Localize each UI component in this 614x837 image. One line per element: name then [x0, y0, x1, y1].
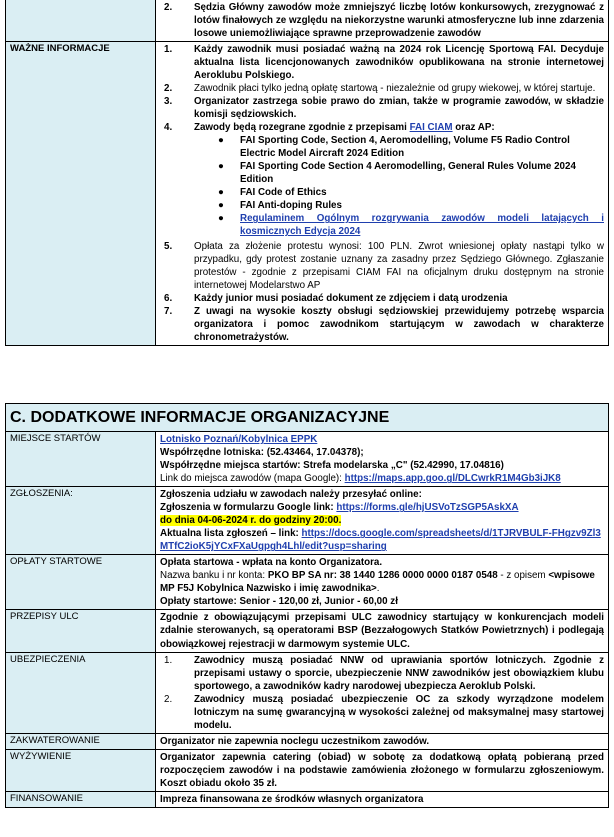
list-item: 3. Organizator zastrzega sobie prawo do zmian, także w programie zawodów, w składzie komisji sędziowskich. — [164, 96, 604, 121]
row-label-oplaty: OPŁATY STARTOWE — [6, 555, 156, 610]
table-row: OPŁATY STARTOWE Opłata startowa - wpłata na konto Organizatora. Nazwa banku i nr konta: PKO BP SA nr: 38 1440 1286 0000 0000 0187 0548 - z opisem <wpisowe MP F5J Kobylnica Nazwisko i imię zawodnika>. Opłaty startowe: Senior - 120,00 zł, Junior - 60,00 zł — [6, 555, 609, 610]
table-row — [6, 652, 609, 733]
airport-link[interactable]: Lotnisko Poznań/Kobylnica EPPK — [160, 434, 318, 446]
list-item: ● FAI Anti-doping Rules — [218, 200, 342, 212]
forms-link[interactable]: https://forms.gle/hjUSVoTzSGP5AskXA — [336, 502, 519, 514]
table-row: MIEJSCE STARTÓW Lotnisko Poznań/Kobylnica EPPK Współrzędne lotniska: (52.43464, 17.04378); Współrzędne miejsca startów: Strefa modelarska „C" (52.42990, 17.04816) Link do miejsca zawodów (mapa Google): https://maps.app.goo.gl/DLCwrkR1M4Gb3iJK8 — [6, 432, 609, 487]
list-item: 7. Z uwagi na wysokie koszty obsługi sędziowskiej przewidujemy potrzebę wsparcia organizatora i pomoc zawodnikom startującym w zawodach w charakterze chronometrażystów. — [164, 306, 604, 344]
bullet-icon: ● — [218, 213, 224, 225]
row-label-miejsce: MIEJSCE STARTÓW — [6, 432, 156, 487]
row-label-zgloszenia: ZGŁOSZENIA: — [6, 487, 156, 555]
spreadsheet-link[interactable]: https://docs.google.com/spreadsheets/d/1TJRVBULF-FHgzv9Zl3MTfC2ioK5jYCxFXaUgpgh4Lhl/edit?usp=sharing — [160, 528, 601, 553]
row-label-ubezpieczenia: UBEZPIECZENIA — [6, 652, 156, 733]
section-c-title: C. DODATKOWE INFORMACJE ORGANIZACYJNE — [5, 403, 609, 432]
list-item — [160, 212, 604, 238]
row-label-finansowanie: FINANSOWANIE — [6, 791, 156, 807]
list-item: 4. Zawody będą rozegrane zgodnie z przepisami FAI CIAM oraz AP: — [164, 122, 495, 134]
list-item: ● FAI Code of Ethics — [218, 187, 327, 199]
list-item: 2. Zawodnik płaci tylko jedną opłatę startową - niezależnie od grupy wiekowej, w której startuje. — [164, 83, 596, 95]
regulamin-link[interactable]: Regulaminem Ogólnym rozgrywania zawodów modeli latających i kosmicznych Edycja 2024 — [240, 213, 604, 238]
list-item: 1. Każdy zawodnik musi posiadać ważną na 2024 rok Licencję Sportową FAI. Decyduje aktualna lista licencjonowanych zawodników opublikowana na stronie internetowej Aeroklubu Polskiego. — [164, 44, 604, 82]
row-label-zakwaterowanie: ZAKWATEROWANIE — [6, 733, 156, 749]
section-c — [5, 403, 609, 808]
deadline-highlight: do dnia 04-06-2024 r. do godziny 20:00. — [160, 515, 342, 527]
list-item: 1. Zawodnicy muszą posiadać NNW od uprawiania sportów lotniczych. Zgodnie z przepisami ustawy o sporcie, ubezpieczenie NNW zawodników jest obowiązkiem klubu sportowego, a zawodników kadry narodowej ubezpiecza Aeroklub Polski. — [164, 654, 604, 692]
table-row: ZGŁOSZENIA: Zgłoszenia udziału w zawodach należy przesyłać online: Zgłoszenia w formularzu Google link: https://forms.gle/hjUSVoTzSGP5AskXA do dnia 04-06-2024 r. do godziny 20:00. Aktualna lista zgłoszeń – link: https://docs.google.com/spreadsheets/d/1TJRVBULF-FHgzv9Zl3MTfC2ioK5jYCxFXaUgpgh4Lhl/edit?usp=sharing — [6, 487, 609, 555]
top-table — [5, 0, 609, 346]
table-row — [6, 0, 609, 42]
row-label-wyzywienie: WYŻYWIENIE — [6, 749, 156, 791]
row-label-empty — [6, 0, 156, 42]
list-item: 6. Każdy junior musi posiadać dokument ze zdjęciem i datą urodzenia — [164, 293, 508, 305]
list-item: 5. Opłata za złożenie protestu wynosi: 100 PLN. Zwrot wniesionej opłaty nastąpi tylko w przypadku, gdy protest zostanie uznany za zasadny przez Sędziego Głównego. Zgłaszanie protestów - zgodnie z przepisami CIAM FAI na oficjalnym druku dostępnym na stronie internetowej Modelarstwo AP — [164, 241, 604, 292]
bullet-icon: ● — [218, 200, 224, 212]
list-item: ● FAI Sporting Code Section 4 Aeromodelling, General Rules Volume 2024 Edition — [218, 161, 576, 186]
table-row: FINANSOWANIE Impreza finansowana ze środków własnych organizatora — [6, 791, 609, 807]
bullet-icon: ● — [218, 161, 224, 173]
table-row: ZAKWATEROWANIE Organizator nie zapewnia noclegu uczestnikom zawodów. — [6, 733, 609, 749]
list-item: 2. Zawodnicy muszą posiadać ubezpieczenie OC za szkody wyrządzone modelem lotniczym na sumę gwarancyjną w wysokości zależnej od maksymalnej masy startowej modelu. — [164, 693, 604, 731]
table-row — [6, 42, 609, 346]
table-row: WYŻYWIENIE Organizator zapewnia catering (obiad) w sobotę za dodatkową opłatą pobieraną przed rozpoczęciem zawodów i na podstawie zamówienia złożonego w formularzu zgłoszeniowym. Koszt obiadu około 35 zł. — [6, 749, 609, 791]
list-item: ● FAI Sporting Code, Section 4, Aeromodelling, Volume F5 Radio Control Electric Model Aircraft 2024 Edition — [218, 135, 570, 160]
map-link[interactable]: https://maps.app.goo.gl/DLCwrkR1M4Gb3iJK8 — [344, 473, 561, 485]
bullet-icon: ● — [218, 187, 224, 199]
bullet-icon: ● — [218, 135, 224, 147]
row-label-przepisy: PRZEPISY ULC — [6, 610, 156, 652]
list-item: 2. Sędzia Główny zawodów może zmniejszyć liczbę lotów konkursowych, zrezygnować z lotów finałowych ze względu na niekorzystne warunki atmosferyczne lub inne zdarzenia losowe uniemożliwiające sprawne przeprowadzenie zawodów — [164, 2, 604, 40]
row-label-wazne: WAŻNE INFORMACJE — [6, 42, 156, 346]
table-row: PRZEPISY ULC Zgodnie z obowiązującymi przepisami ULC zawodnicy startujący w konkurencjach modeli zdalnie sterowanych, są operatorami BSP (Bezzałogowych Statków Powietrznych) i podlegają obowiązkowej rejestracji w darmowym systemie ULC. — [6, 610, 609, 652]
fai-ciam-link[interactable]: FAI CIAM — [409, 122, 453, 134]
